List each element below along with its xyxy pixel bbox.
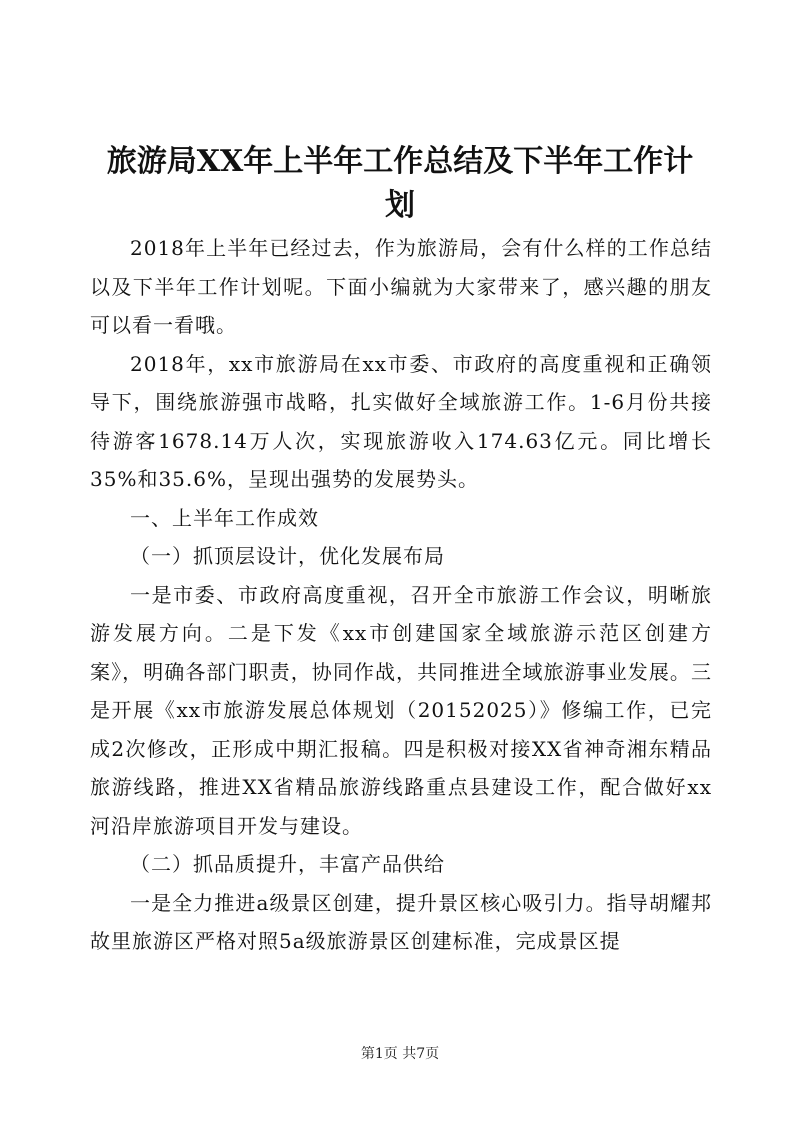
subsection-paragraph-2: 一是全力推进a级景区创建，提升景区核心吸引力。指导胡耀邦故里旅游区严格对照5a级旅游景区创建标准，完成景区提 bbox=[90, 890, 712, 953]
page-footer: 第1页 共7页 bbox=[360, 1046, 440, 1062]
intro-paragraph: 2018年上半年已经过去，作为旅游局，会有什么样的工作总结以及下半年工作计划呢。下面小编就为大家带来了，感兴趣的朋友可以看一看哦。 bbox=[90, 236, 712, 337]
document-title bbox=[90, 140, 710, 228]
summary-paragraph: 2018年，xx市旅游局在xx市委、市政府的高度重视和正确领导下，围绕旅游强市战略，扎实做好全域旅游工作。1-6月份共接待游客1678.14万人次，实现旅游收入174.63亿元。同比增长35%和35.6%，呈现出强势的发展势头。 bbox=[90, 351, 712, 491]
title-line-1: 旅游局XX年上半年工作总结及下半年工作计 bbox=[106, 144, 694, 179]
section-heading: 一、上半年工作成效 bbox=[130, 505, 319, 530]
document-body bbox=[90, 229, 712, 961]
title-line-2: 划 bbox=[385, 188, 415, 223]
subsection-heading-2: （二）抓品质提升，丰富产品供给 bbox=[130, 852, 445, 876]
subsection-heading-1: （一）抓顶层设计，优化发展布局 bbox=[130, 544, 445, 568]
subsection-paragraph-1: 一是市委、市政府高度重视，召开全市旅游工作会议，明晰旅游发展方向。二是下发《xx市创建国家全域旅游示范区创建方案》，明确各部门职责，协同作战，共同推进全域旅游事业发展。三是开展《xx市旅游发展总体规划（20152025）》修编工作，已完成2次修改，正形成中期汇报稿。四是积极对接XX省神奇湘东精品旅游线路，推进XX省精品旅游线路重点县建设工作，配合做好xx河沿岸旅游项目开发与建设。 bbox=[90, 582, 712, 838]
